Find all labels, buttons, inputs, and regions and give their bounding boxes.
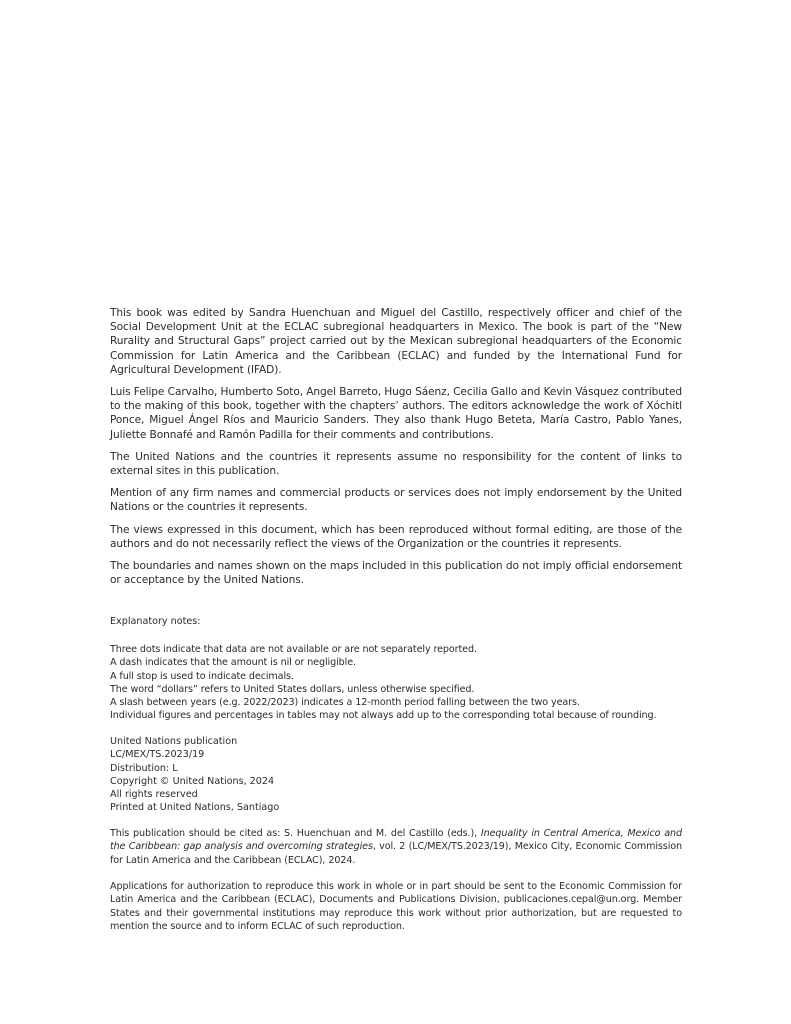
publication-type: United Nations publication — [110, 736, 238, 747]
note-item: A slash between years (e.g. 2022/2023) indicates a 12-month period falling between the two years. — [110, 697, 580, 709]
maps-disclaimer: The boundaries and names shown on the maps included in this publication do not imply official endorsement or acceptance by the United Nations. — [110, 560, 682, 587]
authorization-paragraph: Applications for authorization to reproduce this work in whole or in part should be sent to the Economic Commission for Latin America and the Caribbean (ECLAC), Documents and Publications Division, publicaciones.cepal@un.org. Member States and their governmental institutions may reproduce this work without prior authorization, but are requested to mention the source and to inform ECLAC of such reproduction. — [110, 881, 682, 932]
document-symbol: LC/MEX/TS.2023/19 — [110, 749, 205, 761]
note-item: A full stop is used to indicate decimals. — [110, 670, 294, 682]
links-disclaimer: The United Nations and the countries it represents assume no responsibility for the content of links to external sites in this publication. — [110, 450, 682, 478]
contributors-paragraph: Luis Felipe Carvalho, Humberto Soto, Angel Barreto, Hugo Sáenz, Cecilia Gallo and Kevin Vásquez contributed to the making of this book, together with the chapters’ authors. The editors acknowledge the work of Xóchitl Ponce, Miguel Ángel Ríos and Mauricio Sanders. They also thank Hugo Beteta, María Castro, Pablo Yanes, Juliette Bonnafé and Ramón Padilla for their comments and contributions. — [110, 386, 682, 441]
note-item: A dash indicates that the amount is nil or negligible. — [110, 657, 356, 669]
distribution: Distribution: L — [110, 762, 178, 774]
rights: All rights reserved — [110, 789, 198, 801]
editors-paragraph: This book was edited by Sandra Huenchuan and Miguel del Castillo, respectively officer and chief of the Social Development Unit at the ECLAC subregional headquarters in Mexico. The book is part of the “New Rurality and Structural Gaps” project carried out by the Mexican subregional headquarters of the Economic Commission for Latin America and the Caribbean (ECLAC) and funded by the International Fund for Agricultural Development (IFAD). — [110, 307, 682, 376]
citation-title: Inequality in Central America, Mexico and the Caribbean: gap analysis and overcoming strategies — [110, 828, 682, 853]
note-item: Three dots indicate that data are not available or are not separately reported. — [110, 644, 477, 655]
note-item: Individual figures and percentages in tables may not always add up to the corresponding total because of rounding. — [110, 710, 657, 722]
publication-info — [110, 735, 682, 815]
credits-section — [110, 306, 682, 595]
citation-paragraph — [110, 827, 682, 867]
endorsement-disclaimer: Mention of any firm names and commercial products or services does not imply endorsement by the United Nations or the countries it represents. — [110, 487, 682, 514]
copyright: Copyright © United Nations, 2024 — [110, 775, 275, 787]
citation-prefix: This publication should be cited as: S. Huenchuan and M. del Castillo (eds.), — [110, 828, 481, 839]
explanatory-notes-list — [110, 643, 682, 723]
views-disclaimer: The views expressed in this document, which has been reproduced without formal editing, are those of the authors and do not necessarily reflect the views of the Organization or the countries it represents. — [110, 523, 682, 550]
printed-at: Printed at United Nations, Santiago — [110, 802, 280, 814]
citation-suffix: , vol. 2 (LC/MEX/TS.2023/19), Mexico City, Economic Commission for Latin America and the Caribbean (ECLAC), 2024. — [110, 841, 683, 866]
note-item: The word “dollars” refers to United States dollars, unless otherwise specified. — [110, 683, 475, 695]
explanatory-notes-heading: Explanatory notes: — [110, 616, 201, 627]
